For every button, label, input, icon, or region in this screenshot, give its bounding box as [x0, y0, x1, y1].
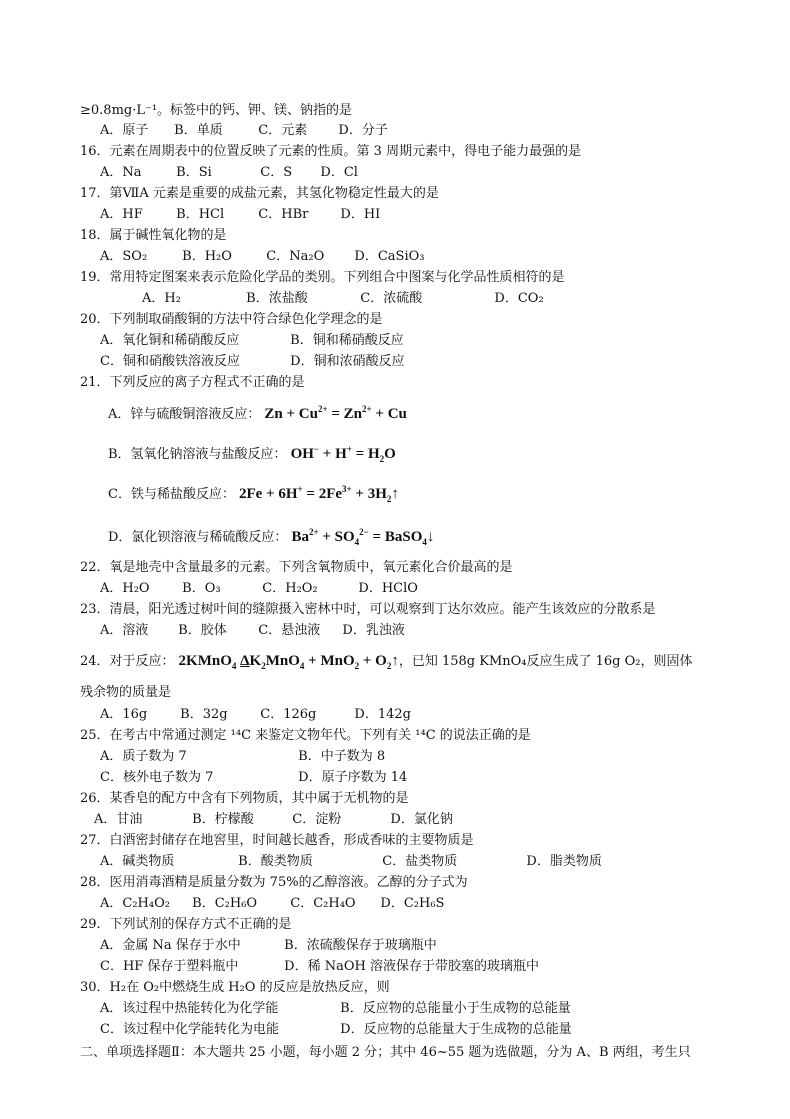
option-c: C．HBr: [258, 207, 309, 222]
question-28: 28．医用消毒酒精是质量分数为 75%的乙醇溶液。乙醇的分子式为: [80, 875, 468, 890]
options-20-row2: [100, 353, 405, 371]
option-d: D．142g: [354, 707, 411, 722]
option-c: C．核外电子数为 7: [100, 770, 214, 785]
option-b: B．柠檬酸: [192, 812, 254, 827]
option-b: B．O₃: [182, 581, 221, 596]
option-b: B．单质: [174, 123, 223, 138]
option-a: A．甘油: [94, 812, 143, 827]
option-21-d: D．氯化钡溶液与稀硫酸反应： $Ba^{2+} + SO_4^{2-}$ = BaSO$_4$↓: [108, 527, 435, 547]
option-c: C．浓硫酸: [360, 291, 423, 306]
options-27: [100, 853, 602, 871]
option-a: A．H₂O: [100, 581, 150, 596]
option-d: D．HI: [340, 207, 381, 222]
option-c: C．淀粉: [292, 812, 342, 827]
question-22: 22．氧是地壳中含量最多的元素。下列含氧物质中，氧元素化合价最高的是: [80, 560, 513, 575]
option-c: C．该过程中化学能转化为电能: [100, 1022, 279, 1037]
question-30: 30．H₂在 O₂中燃烧生成 H₂O 的反应是放热反应，则: [80, 980, 390, 995]
option-a: A．氧化铜和稀硝酸反应: [100, 333, 240, 348]
option-a: A．碱类物质: [100, 854, 175, 869]
option-21-a: A．锌与硫酸铜溶液反应： $Zn + Cu^{2+} = Zn^{2+} + Cu$: [108, 404, 407, 422]
option-a: A．溶液: [100, 623, 149, 638]
option-c: C．C₂H₄O: [290, 896, 356, 911]
options-29-row2: [100, 958, 539, 976]
options-26: [94, 811, 453, 829]
option-a: A．HF: [100, 207, 143, 222]
option-d: D．反应物的总能量大于生成物的总能量: [340, 1022, 572, 1037]
question-24-tail: 残余物的质量是: [80, 685, 172, 700]
option-b: B．HCl: [176, 207, 225, 222]
option-21-c: C．铁与稀盐酸反应： $2Fe + 6H^+ = 2Fe^{3+}$ + $3H_2↑$: [108, 484, 399, 504]
options-20-row1: [100, 332, 404, 350]
equation-b: $OH^- + H^+ = H_2O$: [290, 444, 396, 464]
option-b: B．Si: [176, 165, 212, 180]
option-b: B．反应物的总能量小于生成物的总能量: [340, 1001, 571, 1016]
equation-a: $Zn + Cu^{2+} = Zn^{2+} + Cu$: [264, 404, 407, 422]
equation-d: $Ba^{2+} + SO_4^{2-}$ = BaSO$_4$↓: [291, 527, 435, 547]
equation-c: $2Fe + 6H^+ = 2Fe^{3+}$ + $3H_2↑$: [238, 484, 399, 504]
option-d: D．C₂H₆S: [380, 896, 445, 911]
question-17: 17．第ⅦA 元素是重要的成盐元素，其氢化物稳定性最大的是: [80, 186, 439, 201]
option-a: A．该过程中热能转化为化学能: [100, 1001, 279, 1016]
option-d: D．原子序数为 14: [298, 770, 408, 785]
option-d: D．HClO: [358, 581, 418, 596]
option-c: C．盐类物质: [382, 854, 458, 869]
question-26: 26．某香皂的配方中含有下列物质，其中属于无机物的是: [80, 791, 409, 806]
equation-24: 2KMnO$_4$ $\Delta K_2MnO_4 + MnO_2$ + $O_2↑$: [178, 653, 399, 671]
option-a: A．H₂: [142, 291, 181, 306]
options-17: [100, 206, 380, 224]
options-16: [100, 164, 358, 182]
option-d: D．铜和浓硝酸反应: [290, 354, 405, 369]
option-c: C．HF 保存于塑料瓶中: [100, 959, 239, 974]
option-a: A．16g: [100, 707, 148, 722]
question-18: 18．属于碱性氧化物的是: [80, 228, 227, 243]
option-d: D．氯化钠: [390, 812, 453, 827]
option-a: A．原子: [100, 123, 149, 138]
options-19: [142, 290, 544, 308]
option-c: C．126g: [260, 707, 317, 722]
option-d: D．分子: [338, 123, 388, 138]
option-d: D．CO₂: [494, 291, 544, 306]
options-28: [100, 895, 444, 913]
option-a: A．C₂H₄O₂: [100, 896, 170, 911]
options-30-row1: [100, 1000, 571, 1018]
option-b: B．C₂H₆O: [192, 896, 258, 911]
section-2-heading: 二、单项选择题Ⅱ：本大题共 25 小题，每小题 2 分；其中 46~55 题为选做题，分为 A、B 两组，考生只: [80, 1045, 691, 1060]
option-21-b: B．氢氧化钠溶液与盐酸反应： $OH^- + H^+ = H_2O$: [108, 444, 396, 464]
question-21: 21．下列反应的离子方程式不正确的是: [80, 375, 305, 390]
option-b: B．中子数为 8: [298, 749, 386, 764]
option-c: C．Na₂O: [266, 249, 325, 264]
question-20: 20．下列制取硝酸铜的方法中符合绿色化学理念的是: [80, 312, 383, 327]
options-18: [100, 248, 424, 266]
options-24: [100, 706, 411, 724]
option-d: D．Cl: [320, 165, 358, 180]
option-a: A．SO₂: [100, 249, 148, 264]
option-b: B．胶体: [178, 623, 227, 638]
question-19: 19．常用特定图案来表示危险化学品的类别。下列组合中图案与化学品性质相符的是: [80, 270, 565, 285]
options-30-row2: [100, 1021, 572, 1039]
question-25: 25．在考古中常通过测定 ¹⁴C 来鉴定文物年代。下列有关 ¹⁴C 的说法正确的是: [80, 728, 531, 743]
option-d: D．乳浊液: [342, 623, 405, 638]
option-c: C．S: [260, 165, 293, 180]
question-27: 27．白酒密封储存在地窖里，时间越长越香，形成香味的主要物质是: [80, 833, 474, 848]
option-a: A．金属 Na 保存于水中: [100, 938, 241, 953]
option-b: B．32g: [180, 707, 228, 722]
question-15-tail: ≥0.8mg·L⁻¹。标签中的钙、钾、镁、钠指的是: [80, 103, 353, 118]
option-b: B．浓盐酸: [246, 291, 308, 306]
option-c: C．元素: [258, 123, 308, 138]
option-d: D．稀 NaOH 溶液保存于带胶塞的玻璃瓶中: [284, 959, 539, 974]
options-22: [100, 580, 418, 598]
option-a: A．Na: [100, 165, 142, 180]
option-d: D．脂类物质: [526, 854, 602, 869]
option-c: C．铜和硝酸铁溶液反应: [100, 354, 240, 369]
option-c: C．H₂O₂: [262, 581, 318, 596]
option-b: B．酸类物质: [238, 854, 313, 869]
options-29-row1: [100, 937, 437, 955]
option-b: B．浓硫酸保存于玻璃瓶中: [284, 938, 437, 953]
options-25-row1: [100, 748, 385, 766]
question-29: 29．下列试剂的保存方式不正确的是: [80, 917, 292, 932]
option-b: B．铜和稀硝酸反应: [290, 333, 404, 348]
question-16: 16．元素在周期表中的位置反映了元素的性质。第 3 周期元素中，得电子能力最强的是: [80, 144, 582, 159]
option-a: A．质子数为 7: [100, 749, 187, 764]
options-23: [100, 622, 405, 640]
options-25-row2: [100, 769, 407, 787]
question-23: 23．清晨，阳光透过树叶间的缝隙摄入密林中时，可以观察到丁达尔效应。能产生该效应的分散系是: [80, 602, 656, 617]
options-15: [100, 122, 388, 140]
option-c: C．悬浊液: [258, 623, 321, 638]
option-d: D．CaSiO₃: [354, 249, 425, 264]
option-b: B．H₂O: [182, 249, 232, 264]
question-24: 24．对于反应： 2KMnO$_4$ $\Delta K_2MnO_4 + MnO_2$ + $O_2↑$，已知 158g KMnO₄反应生成了 16g O₂，则固体: [80, 653, 693, 671]
